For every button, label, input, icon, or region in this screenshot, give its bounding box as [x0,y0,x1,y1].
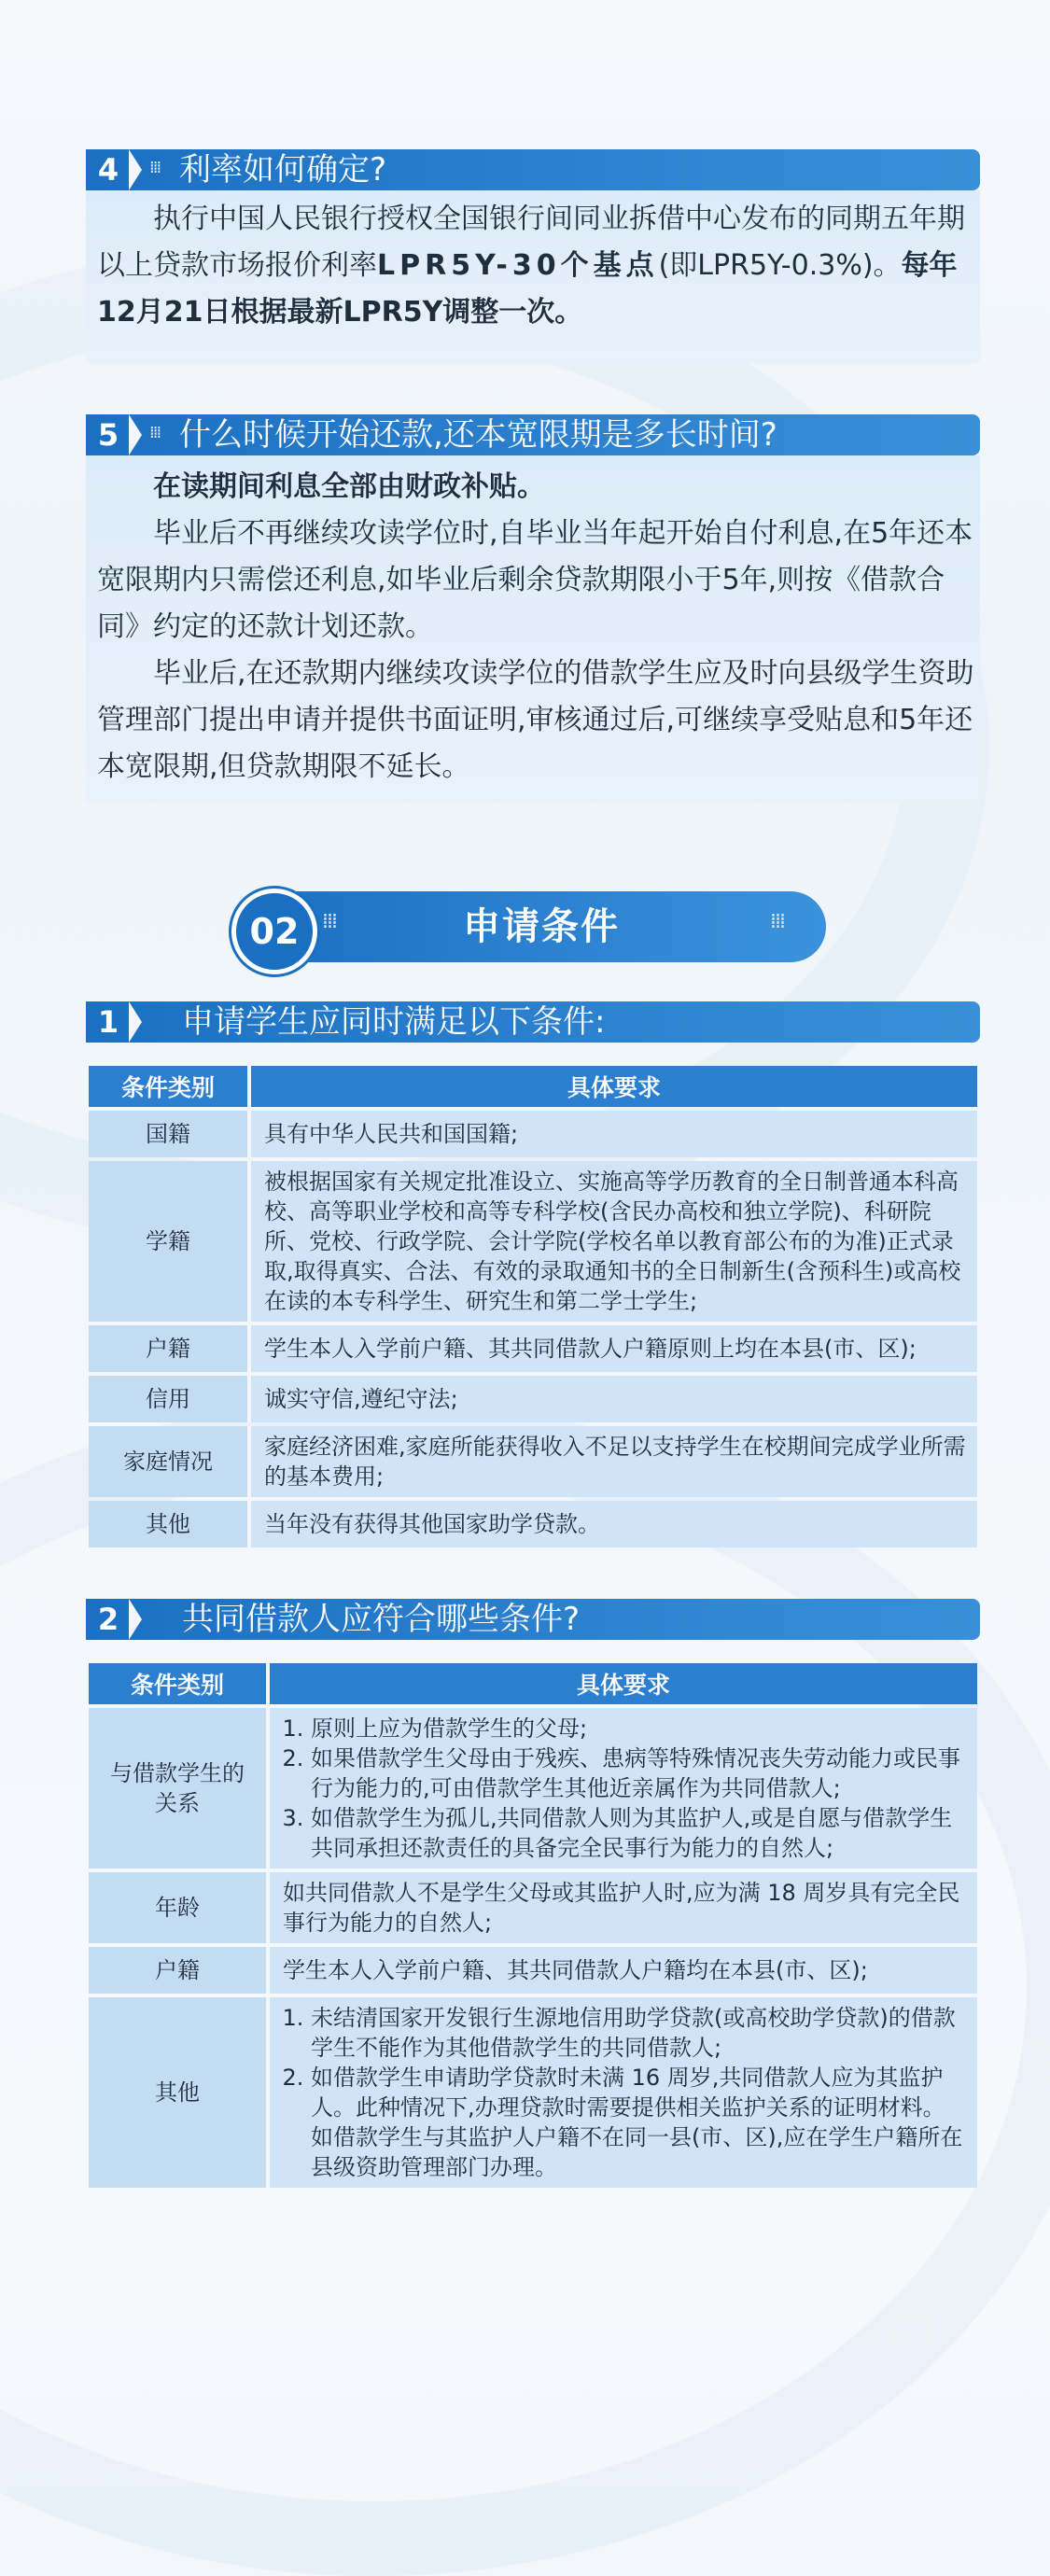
table-header-row [89,1066,977,1107]
q5-title: 什么时候开始还款,还本宽限期是多长时间? [179,416,777,454]
table-row [89,1947,977,1994]
relation-list [283,1714,966,1863]
c1-table [89,1062,977,1551]
column-header: 具体要求 [270,1663,977,1704]
row-requirement: 家庭经济困难,家庭所能获得收入不足以支持学生在校期间完成学业所需的基本费用; [251,1426,977,1497]
chevron-right-icon [129,149,142,190]
chevron-right-icon [129,414,142,455]
q4-paragraph [97,196,974,336]
list-item: 2. 如果借款学生父母由于残疾、患病等特殊情况丧失劳动能力或民事行为能力的,可由借款学生其他近亲属作为共同借款人; [311,1743,966,1803]
table-header-row [89,1663,977,1704]
column-header: 具体要求 [251,1066,977,1107]
row-category: 家庭情况 [89,1426,251,1497]
row-category: 与借款学生的关系 [89,1708,270,1869]
row-category: 其他 [89,1997,270,2188]
section-number: 02 [231,889,317,974]
row-category: 年龄 [89,1872,270,1943]
row-requirement [270,1997,977,2188]
c2-table [89,1659,977,2191]
q4-number: 4 [97,152,119,188]
q5-bold-text: 在读期间利息全部由财政补贴。 [153,470,545,503]
column-header: 条件类别 [89,1066,251,1107]
list-item: 1. 未结清国家开发银行生源地信用助学贷款(或高校助学贷款)的借款学生不能作为其他借款学生的共同借款人; [311,2003,966,2063]
list-item: 2. 如借款学生申请助学贷款时未满 16 周岁,共同借款人应为其监护人。此种情况下,办理贷款时需要提供相关监护关系的证明材料。如借款学生与其监护人户籍不在同一县(市、区),应在学生户籍所在县级资助管理部门办理。 [311,2063,966,2182]
row-requirement: 诚实守信,遵纪守法; [251,1376,977,1422]
q5-number: 5 [97,417,119,453]
row-category: 国籍 [89,1111,251,1157]
section-title: 申请条件 [463,905,620,948]
q4-text-a: 执行中国人民银行授权全国银行间同业拆借中心发布的同期五年期以上贷款市场报价利率 [97,203,965,282]
row-requirement [270,1708,977,1869]
dots-icon: ⁞⁞⁞ [322,910,336,933]
row-category: 其他 [89,1501,251,1547]
q5-paragraph-3: 毕业后,在还款期内继续攻读学位的借款学生应及时向县级学生资助管理部门提出申请并提供书面证明,审核通过后,可继续享受贴息和5年还本宽限期,但贷款期限不延长。 [97,657,974,783]
table-row [89,1426,977,1497]
table-row [89,1501,977,1547]
column-header: 条件类别 [89,1663,270,1704]
list-item: 1. 原则上应为借款学生的父母; [311,1714,966,1743]
row-requirement: 如共同借款人不是学生父母或其监护人时,应为满 18 周岁具有完全民事行为能力的自然人; [270,1872,977,1943]
row-requirement: 学生本人入学前户籍、其共同借款人户籍原则上均在本县(市、区); [251,1325,977,1372]
q5-paragraph-2: 毕业后不再继续攻读学位时,自毕业当年起开始自付利息,在5年还本宽限期内只需偿还利息,如毕业后剩余贷款期限小于5年,则按《借款合同》约定的还款计划还款。 [97,517,973,643]
row-category: 学籍 [89,1161,251,1322]
c2-title: 共同借款人应符合哪些条件? [182,1601,581,1638]
table-row [89,1325,977,1372]
row-requirement: 具有中华人民共和国国籍; [251,1111,977,1157]
row-category: 户籍 [89,1325,251,1372]
row-requirement: 学生本人入学前户籍、其共同借款人户籍均在本县(市、区); [270,1947,977,1994]
table-row [89,1708,977,1869]
table-row [89,1872,977,1943]
q5-paragraph-1 [97,464,974,511]
table-row [89,1376,977,1422]
row-requirement: 被根据国家有关规定批准设立、实施高等学历教育的全日制普通本科高校、高等职业学校和高等专科学校(含民办高校和独立学院)、科研院所、党校、行政学院、会计学院(学校名单以教育部公布的为准)正式录取,取得真实、合法、有效的录取通知书的全日制新生(含预科生)或高校在读的本专科学生、研究生和第二学士学生; [251,1161,977,1322]
row-requirement: 当年没有获得其他国家助学贷款。 [251,1501,977,1547]
dots-icon: ⁞⁞⁞ [149,423,161,442]
q4-text-b: LPR5Y-30个基点 [377,249,659,282]
other-list [283,2003,966,2182]
c1-title: 申请学生应同时满足以下条件: [182,1003,606,1041]
table-row [89,1997,977,2188]
c2-number: 2 [97,1602,119,1637]
q4-text-c: (即LPR5Y-0.3%)。 [658,249,902,282]
chevron-right-icon [129,1001,142,1043]
chevron-right-icon [129,1599,142,1640]
row-category: 户籍 [89,1947,270,1994]
table-row [89,1161,977,1322]
row-category: 信用 [89,1376,251,1422]
q4-text-d: 每年12月21日根据最新LPR5Y调整一次。 [97,249,958,329]
c1-number: 1 [97,1004,119,1040]
dots-icon: ⁞⁞⁞ [149,158,161,177]
q4-title: 利率如何确定? [179,151,387,189]
table-row [89,1111,977,1157]
dots-icon: ⁞⁞⁞ [770,910,784,933]
list-item: 3. 如借款学生为孤儿,共同借款人则为其监护人,或是自愿与借款学生共同承担还款责任的具备完全民事行为能力的自然人; [311,1803,966,1863]
